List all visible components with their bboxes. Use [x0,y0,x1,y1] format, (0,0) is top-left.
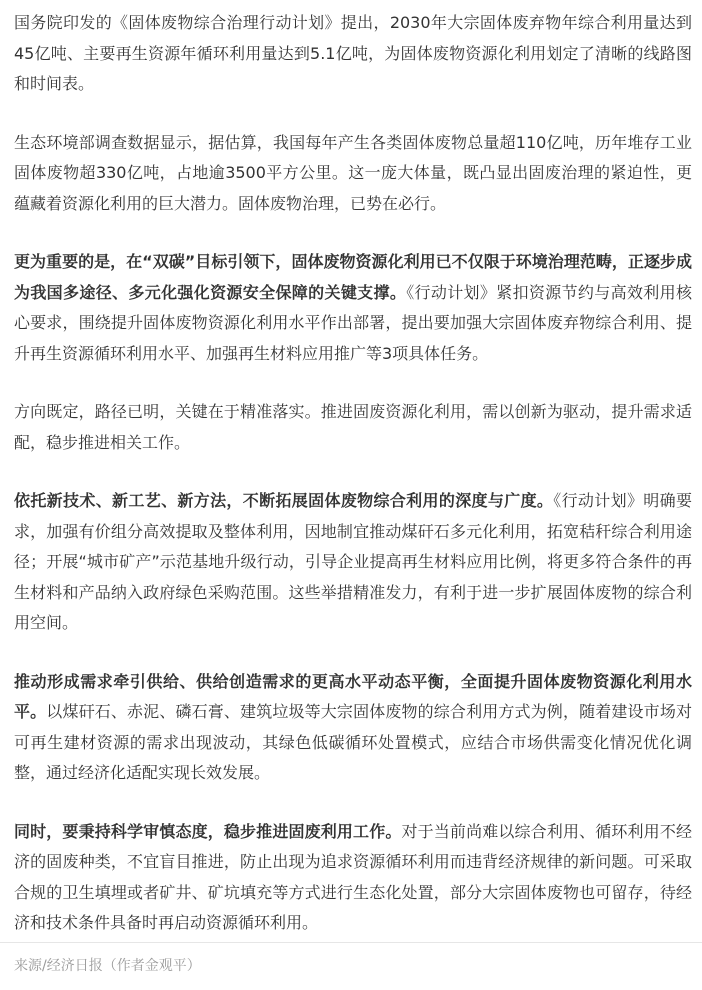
paragraph-3-text: 《行动计划》紧扣资源节约与高效利用核心要求，围绕提升固体废物资源化利用水平作出部署，提出要加强大宗固体废弃物综合利用、提升再生资源循环利用水平、加强再生材料应用推广等3项具体任务。 [14,282,692,363]
paragraph-3-lead: 更为重要的是，在“双碳”目标引领下，固体废物资源化利用已不仅限于环境治理范畴，正逐步成为我国多途径、多元化强化资源安全保障的关键支撑。 [14,252,692,302]
paragraph-6-text: 以煤矸石、赤泥、磷石膏、建筑垃圾等大宗固体废物的综合利用方式为例，随着建设市场对可再生建材资源的需求出现波动，其绿色低碳循环处置模式，应结合市场供需变化情况优化调整，通过经济化适配实现长效发展。 [14,702,692,782]
paragraph-3 [14,247,692,369]
paragraph-1 [14,8,692,100]
paragraph-5-text: 《行动计划》明确要求，加强有价组分高效提取及整体利用，因地制宜推动煤矸石多元化利用，拓宽秸秆综合利用途径；开展“城市矿产”示范基地升级行动，引导企业提高再生材料应用比例，将更多符合条件的再生材料和产品纳入政府绿色采购范围。这些举措精准发力，有利于进一步扩展固体废物的综合利用空间。 [14,491,692,632]
article-source: 来源/经济日报（作者金观平） [14,958,201,974]
paragraph-5 [14,486,692,639]
paragraph-7 [14,817,692,939]
paragraph-1-text: 国务院印发的《固体废物综合治理行动计划》提出，2030年大宗固体废弃物年综合利用量达到45亿吨、主要再生资源年循环利用量达到5.1亿吨，为固体废物资源化利用划定了清晰的线路图和时间表。 [14,13,692,93]
paragraph-6-lead: 推动形成需求牵引供给、供给创造需求的更高水平动态平衡，全面提升固体废物资源化利用水平。 [14,671,692,721]
paragraph-4-text: 方向既定，路径已明，关键在于精准落实。推进固废资源化利用，需以创新为驱动，提升需求适配，稳步推进相关工作。 [14,402,692,452]
paragraph-5-lead: 依托新技术、新工艺、新方法，不断拓展固体废物综合利用的深度与广度。 [14,491,554,510]
paragraph-7-lead: 同时，要秉持科学审慎态度，稳步推进固废利用工作。 [14,821,402,841]
source-divider [0,942,702,943]
article-body [14,8,692,967]
paragraph-2-text: 生态环境部调查数据显示，据估算，我国每年产生各类固体废物总量超110亿吨，历年堆存工业固体废物超330亿吨，占地逾3500平方公里。这一庞大体量，既凸显出固废治理的紧迫性，更蕴藏着资源化利用的巨大潜力。固体废物治理，已势在必行。 [14,132,692,213]
paragraph-7-text: 对于当前尚难以综合利用、循环利用不经济的固废种类，不宜盲目推进，防止出现为追求资源循环利用而违背经济规律的新问题。可采取合规的卫生填埋或者矿井、矿坑填充等方式进行生态化处置，部分大宗固体废物也可留存，待经济和技术条件具备时再启动资源循环利用。 [14,821,692,932]
paragraph-4 [14,397,692,458]
paragraph-2 [14,128,692,220]
paragraph-6 [14,667,692,789]
